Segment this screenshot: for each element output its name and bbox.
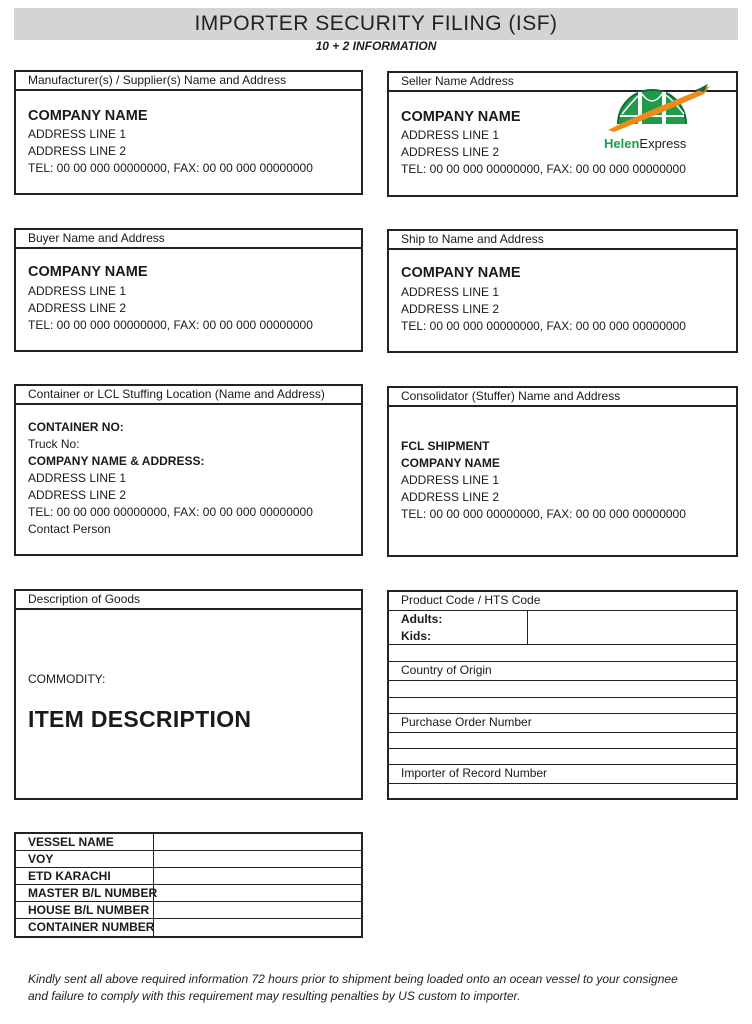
origin-label: Country of Origin [389,662,736,681]
ship-to-company: COMPANY NAME [401,265,521,281]
container-tel: TEL: 00 00 000 00000000, FAX: 00 00 000 00000000 [28,505,313,519]
po-label: Purchase Order Number [389,714,736,733]
vessel-table [14,832,363,938]
contact-person: Contact Person [28,522,111,536]
truck-no: Truck No: [28,437,80,451]
consolidator-address1: ADDRESS LINE 1 [401,473,500,487]
container-address1: ADDRESS LINE 1 [28,471,127,485]
vessel-row-vessel-name: VESSEL NAME [16,834,361,851]
item-description: ITEM DESCRIPTION [28,706,252,732]
container-company: COMPANY NAME & ADDRESS: [28,454,205,468]
vessel-row-container-number: CONTAINER NUMBER [28,920,155,934]
page-subtitle: 10 + 2 INFORMATION [315,39,437,53]
ior-label: Importer of Record Number [389,765,736,784]
kids-label: Kids: [401,629,431,643]
ship-to-tel: TEL: 00 00 000 00000000, FAX: 00 00 000 00000000 [401,319,686,333]
logo-brand-a: Helen [604,136,640,151]
vessel-row-house-bl: HOUSE B/L NUMBER [16,902,361,919]
buyer-company: COMPANY NAME [28,264,148,280]
consolidator-label: Consolidator (Stuffer) Name and Address [389,388,736,407]
manufacturer-label: Manufacturer(s) / Supplier(s) Name and Address [16,72,361,91]
ship-to-address2: ADDRESS LINE 2 [401,302,500,316]
container-address2: ADDRESS LINE 2 [28,488,127,502]
manufacturer-company: COMPANY NAME [28,108,148,124]
buyer-address2: ADDRESS LINE 2 [28,301,127,315]
origin-value-row [389,681,736,698]
product-table [387,590,738,800]
container-location-box [14,384,363,556]
logo-brand-b: Express [639,136,687,151]
hts-label: Product Code / HTS Code [389,592,736,611]
manufacturer-address2: ADDRESS LINE 2 [28,144,127,158]
origin-blank-row [389,698,736,714]
ship-to-box [387,229,738,353]
consolidator-shipment: FCL SHIPMENT [401,439,490,453]
consolidator-tel: TEL: 00 00 000 00000000, FAX: 00 00 000 00000000 [401,507,686,521]
hts-blank-row [389,645,736,662]
container-location-label: Container or LCL Stuffing Location (Name and Address) [16,386,361,405]
manufacturer-address1: ADDRESS LINE 1 [28,127,127,141]
manufacturer-box [14,70,363,195]
page-title: IMPORTER SECURITY FILING (ISF) [194,12,558,35]
hts-adults-cell [389,611,528,645]
consolidator-box [387,386,738,557]
hts-value-cell [528,611,736,645]
footer-line-1: Kindly sent all above required information 72 hours prior to shipment being loaded onto an ocean vessel to your consignee [28,972,678,986]
ship-to-address1: ADDRESS LINE 1 [401,285,500,299]
goods-label: Description of Goods [16,591,361,610]
vessel-row-etd: ETD KARACHI [16,868,361,885]
container-no: CONTAINER NO: [28,420,124,434]
goods-box [14,589,363,800]
vessel-row-master-bl: MASTER B/L NUMBER [16,885,361,902]
consolidator-address2: ADDRESS LINE 2 [401,490,500,504]
seller-address2: ADDRESS LINE 2 [401,145,500,159]
buyer-box [14,228,363,352]
footer-line-2: and failure to comply with this requirement may resulting penalties by US custom to importer. [28,989,521,1003]
buyer-label: Buyer Name and Address [16,230,361,249]
ship-to-label: Ship to Name and Address [389,231,736,250]
po-blank-row [389,749,736,765]
seller-address1: ADDRESS LINE 1 [401,128,500,142]
adults-label: Adults: [401,612,443,626]
buyer-address1: ADDRESS LINE 1 [28,284,127,298]
helen-express-logo [604,72,714,162]
seller-company: COMPANY NAME [401,109,521,125]
po-value-row [389,733,736,749]
buyer-tel: TEL: 00 00 000 00000000, FAX: 00 00 000 00000000 [28,318,313,332]
manufacturer-tel: TEL: 00 00 000 00000000, FAX: 00 00 000 00000000 [28,161,313,175]
bridge-globe-icon [604,72,714,134]
seller-tel: TEL: 00 00 000 00000000, FAX: 00 00 000 00000000 [401,162,686,176]
seller-label: Seller Name Address [389,73,736,92]
commodity-label: COMMODITY: [28,672,106,686]
consolidator-company: COMPANY NAME [401,456,500,470]
vessel-row-voy: VOY [16,851,361,868]
